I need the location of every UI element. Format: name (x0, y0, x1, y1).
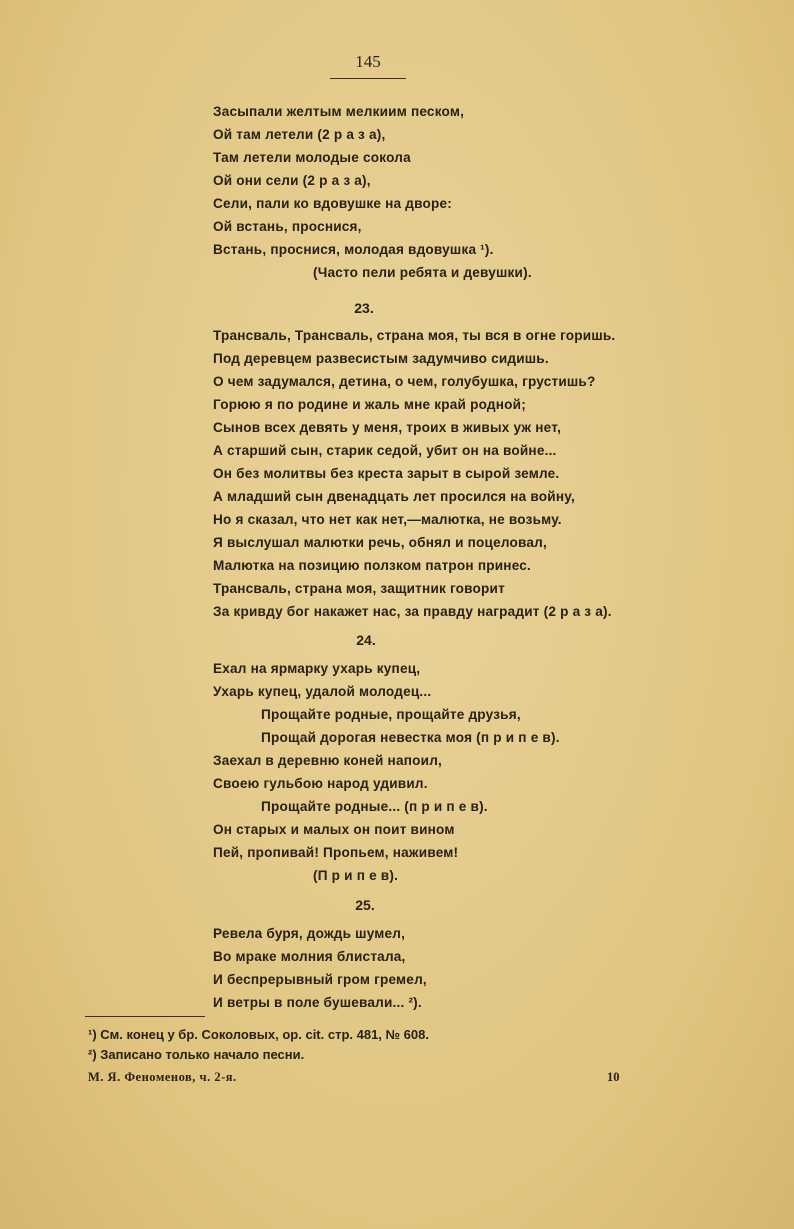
refrain-line: Прощайте родные... (п р и п е в). (261, 799, 488, 814)
song-number-24: 24. (356, 632, 376, 648)
song-23 (213, 324, 733, 623)
sheet-number: 10 (607, 1070, 620, 1084)
song-25 (213, 922, 733, 1014)
verse-line: Заехал в деревню коней напоил, (213, 753, 443, 768)
verse-line: Малютка на позицию ползком патрон принес. (213, 558, 532, 573)
verse-line: Встань, проснися, молодая вдовушка ¹). (213, 242, 494, 257)
verse-line: Горюю я по родине и жаль мне край родной; (213, 397, 526, 412)
verse-line: Ой встань, проснися, (213, 219, 362, 234)
footnote-1: ¹) См. конец у бр. Соколовых, ор. cit. стр. 481, № 608. (88, 1027, 429, 1042)
verse-line: Засыпали желтым мелкиим песком, (213, 104, 465, 119)
verse-line: Трансваль, Трансваль, страна моя, ты вся в огне горишь. (213, 328, 616, 343)
song-number-25: 25. (355, 897, 375, 913)
refrain-marker: (П р и п е в). (313, 868, 399, 883)
verse-line: Ревела буря, дождь шумел, (213, 926, 406, 941)
verse-line: Ухарь купец, удалой молодец... (213, 684, 432, 699)
verse-line: Ой они сели (2 р а з а), (213, 173, 371, 188)
verse-line: И беспрерывный гром гремел, (213, 972, 427, 987)
verse-line: Ехал на ярмарку ухарь купец, (213, 661, 421, 676)
verse-line: А старший сын, старик седой, убит он на войне... (213, 443, 557, 458)
footnote-divider (85, 1016, 205, 1017)
verse-line: Я выслушал малютки речь, обнял и поцеловал, (213, 535, 547, 550)
verse-line: Он без молитвы без креста зарыт в сырой земле. (213, 466, 560, 481)
verse-line: Но я сказал, что нет как нет,—малютка, не возьму. (213, 512, 562, 527)
verse-line: Он старых и малых он поит вином (213, 822, 455, 837)
verse-line: Своею гульбою народ удивил. (213, 776, 428, 791)
verse-line: Под деревцем развесистым задумчиво сидишь. (213, 351, 549, 366)
refrain-line: Прощай дорогая невестка моя (п р и п е в). (261, 730, 560, 745)
verse-line: Сели, пали ко вдовушке на дворе: (213, 196, 452, 211)
verse-line: Трансваль, страна моя, защитник говорит (213, 581, 505, 596)
page-number: 145 (330, 52, 406, 79)
verse-line: Пей, пропивай! Пропьем, наживем! (213, 845, 459, 860)
verse-line: Ой там летели (2 р а з а), (213, 127, 386, 142)
verse-line: Сынов всех девять у меня, троих в живых уж нет, (213, 420, 562, 435)
verse-line: О чем задумался, детина, о чем, голубушка, грустишь? (213, 374, 596, 389)
song-24 (213, 657, 733, 887)
song-number-23: 23. (354, 300, 374, 316)
refrain-line: Прощайте родные, прощайте друзья, (261, 707, 521, 722)
verse-line: Там летели молодые сокола (213, 150, 411, 165)
verse-line: За кривду бог накажет нас, за правду наградит (2 р а з а). (213, 604, 612, 619)
verse-line: И ветры в поле бушевали... ²). (213, 995, 422, 1010)
performance-note: (Часто пели ребята и девушки). (313, 265, 532, 280)
printer-signature: М. Я. Феноменов, ч. 2-я. (88, 1070, 237, 1084)
verse-line: А младший сын двенадцать лет просился на войну, (213, 489, 575, 504)
verse-line: Во мраке молния блистала, (213, 949, 406, 964)
footnote-2: ²) Записано только начало песни. (88, 1047, 305, 1062)
stanza-continuation (213, 100, 733, 284)
